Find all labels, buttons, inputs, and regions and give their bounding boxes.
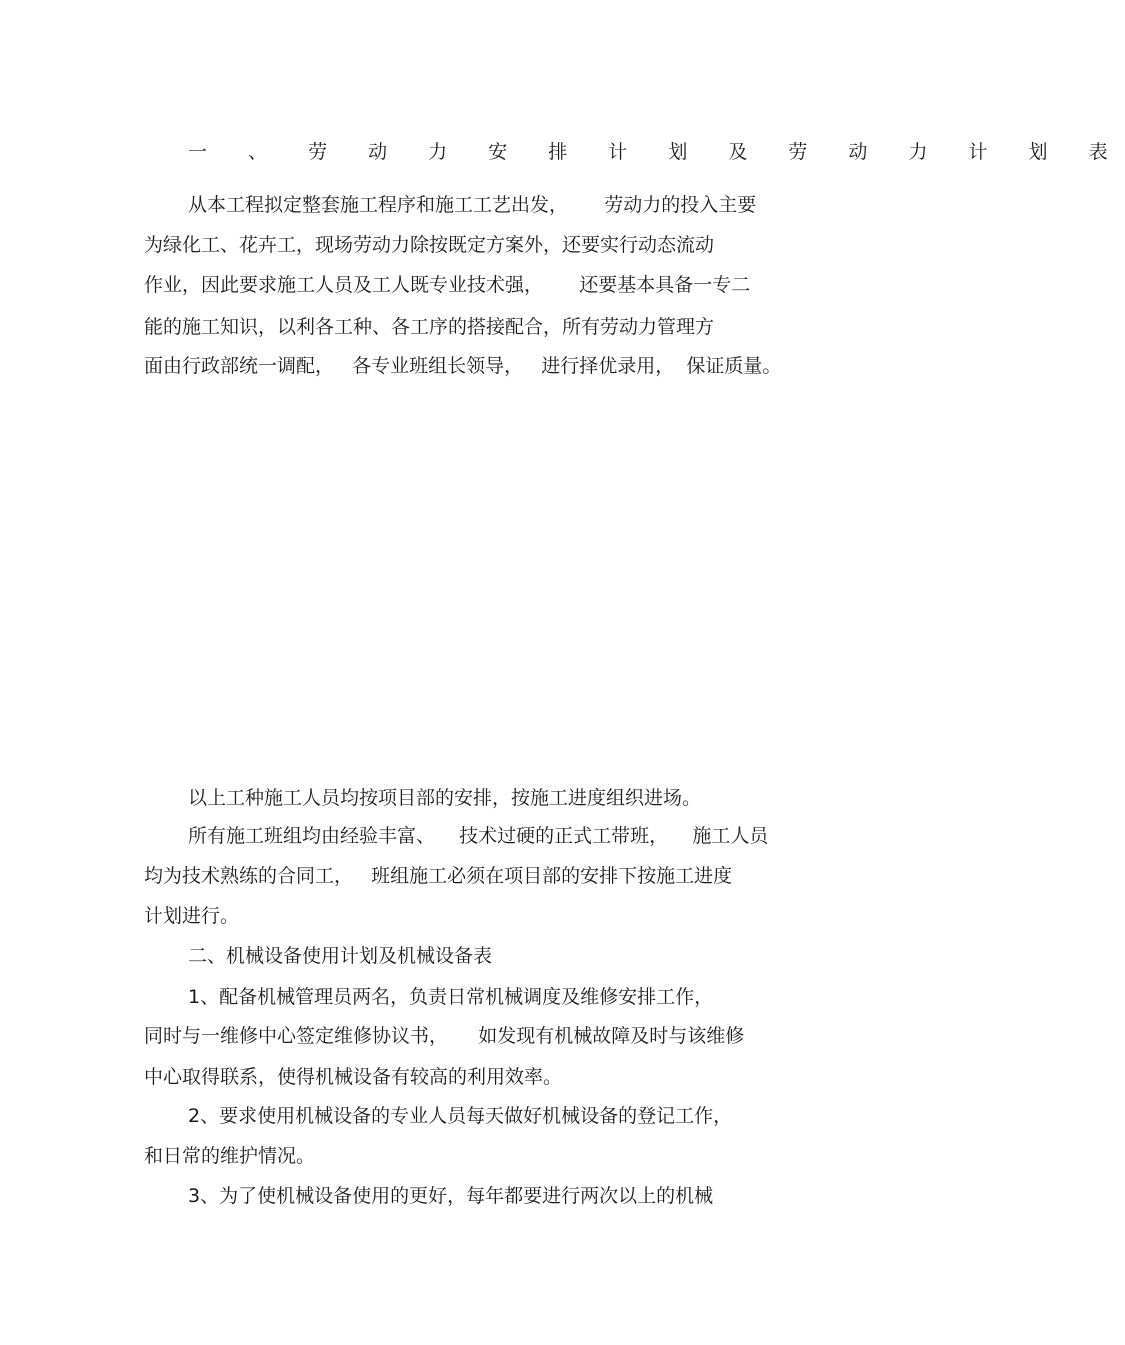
paragraph-line: 均为技术熟练的合同工， 班组施工必须在项目部的安排下按施工进度 [144, 865, 733, 887]
list-item-line: 1、配备机械管理员两名，负责日常机械调度及维修安排工作， [188, 986, 714, 1008]
list-item-line: 和日常的维护情况。 [144, 1145, 316, 1167]
section-heading-machinery: 二、机械设备使用计划及机械设备表 [188, 945, 493, 967]
list-item-line: 3、为了使机械设备使用的更好，每年都要进行两次以上的机械 [188, 1185, 714, 1207]
paragraph-line: 面由行政部统一调配， 各专业班组长领导， 进行择优录用， 保证质量。 [144, 355, 782, 377]
list-item-line: 2、要求使用机械设备的专业人员每天做好机械设备的登记工作， [188, 1105, 733, 1127]
list-item-line: 同时与一维修中心签定维修协议书， 如发现有机械故障及时与该维修 [144, 1025, 745, 1047]
paragraph-line: 为绿化工、花卉工，现场劳动力除按既定方案外，还要实行动态流动 [144, 234, 715, 256]
paragraph-line: 所有施工班组均由经验丰富、 技术过硬的正式工带班， 施工人员 [188, 825, 769, 847]
paragraph-line: 作业，因此要求施工人员及工人既专业技术强， 还要基本具备一专二 [144, 274, 751, 296]
paragraph-line: 能的施工知识，以利各工种、各工序的搭接配合，所有劳动力管理方 [144, 316, 715, 338]
section-heading-labor-plan: 一 、 劳 动 力 安 排 计 划 及 劳 动 力 计 划 表 [188, 141, 1125, 163]
list-item-line: 中心取得联系，使得机械设备有较高的利用效率。 [144, 1066, 563, 1088]
paragraph-line: 计划进行。 [144, 905, 240, 927]
paragraph-line: 从本工程拟定整套施工程序和施工工艺出发， 劳动力的投入主要 [188, 194, 757, 216]
paragraph-line: 以上工种施工人员均按项目部的安排，按施工进度组织进场。 [188, 787, 702, 809]
